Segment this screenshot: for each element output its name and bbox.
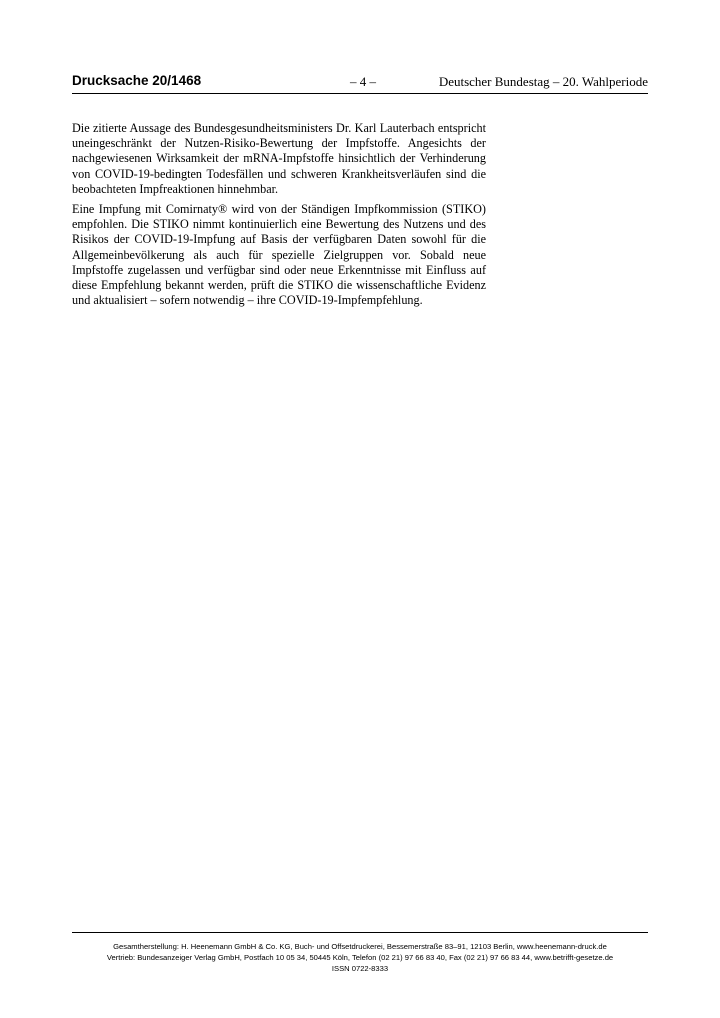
- footer-distribution: Vertrieb: Bundesanzeiger Verlag GmbH, Postfach 10 05 34, 50445 Köln, Telefon (02 21) 97 66 83 40, Fax (02 21) 97 66 83 44, www.betrifft-gesetze.de: [106, 953, 614, 962]
- page-footer: [72, 941, 648, 974]
- paragraph-1: Die zitierte Aussage des Bundesgesundheitsministers Dr. Karl Lauterbach entspricht uneingeschränkt der Nutzen-Risiko-Bewertung der Impfstoffe. Angesichts der nachgewiesenen Wirksamkeit der mRNA-Impfstoffe hinsichtlich der Verhinderung von COVID-19-bedingten Todesfällen und schweren Krankheitsverläufen sind die beobachteten Impfreaktionen hinnehmbar.: [72, 121, 486, 196]
- page-header: [72, 73, 648, 94]
- footer-production: Gesamtherstellung: H. Heenemann GmbH & Co. KG, Buch- und Offsetdruckerei, Bessemerstraße 83–91, 12103 Berlin, www.heenemann-druck.de: [113, 942, 607, 951]
- document-number: Drucksache 20/1468: [72, 73, 202, 88]
- institution-period: Deutscher Bundestag – 20. Wahlperiode: [438, 74, 648, 89]
- page-number: – 4 –: [350, 74, 376, 89]
- footer-issn: ISSN 0722-8333: [331, 964, 389, 973]
- body-text: [72, 121, 486, 313]
- footer-divider: [72, 932, 648, 933]
- paragraph-2: Eine Impfung mit Comirnaty® wird von der Ständigen Impfkommission (STIKO) empfohlen. Die STIKO nimmt kontinuierlich eine Bewertung des Nutzens und des Risikos der COVID-19-Impfung auf Basis der verfügbaren Daten sowohl für die Allgemeinbevölkerung als auch für spezielle Zielgruppen vor. Sobald neue Impfstoffe zugelassen und verfügbar sind oder neue Erkenntnisse mit Einfluss auf diese Empfehlung bekannt werden, prüft die STIKO die wissenschaftliche Evidenz und aktualisiert – sofern notwendig – ihre COVID-19-Impfempfehlung.: [72, 202, 486, 308]
